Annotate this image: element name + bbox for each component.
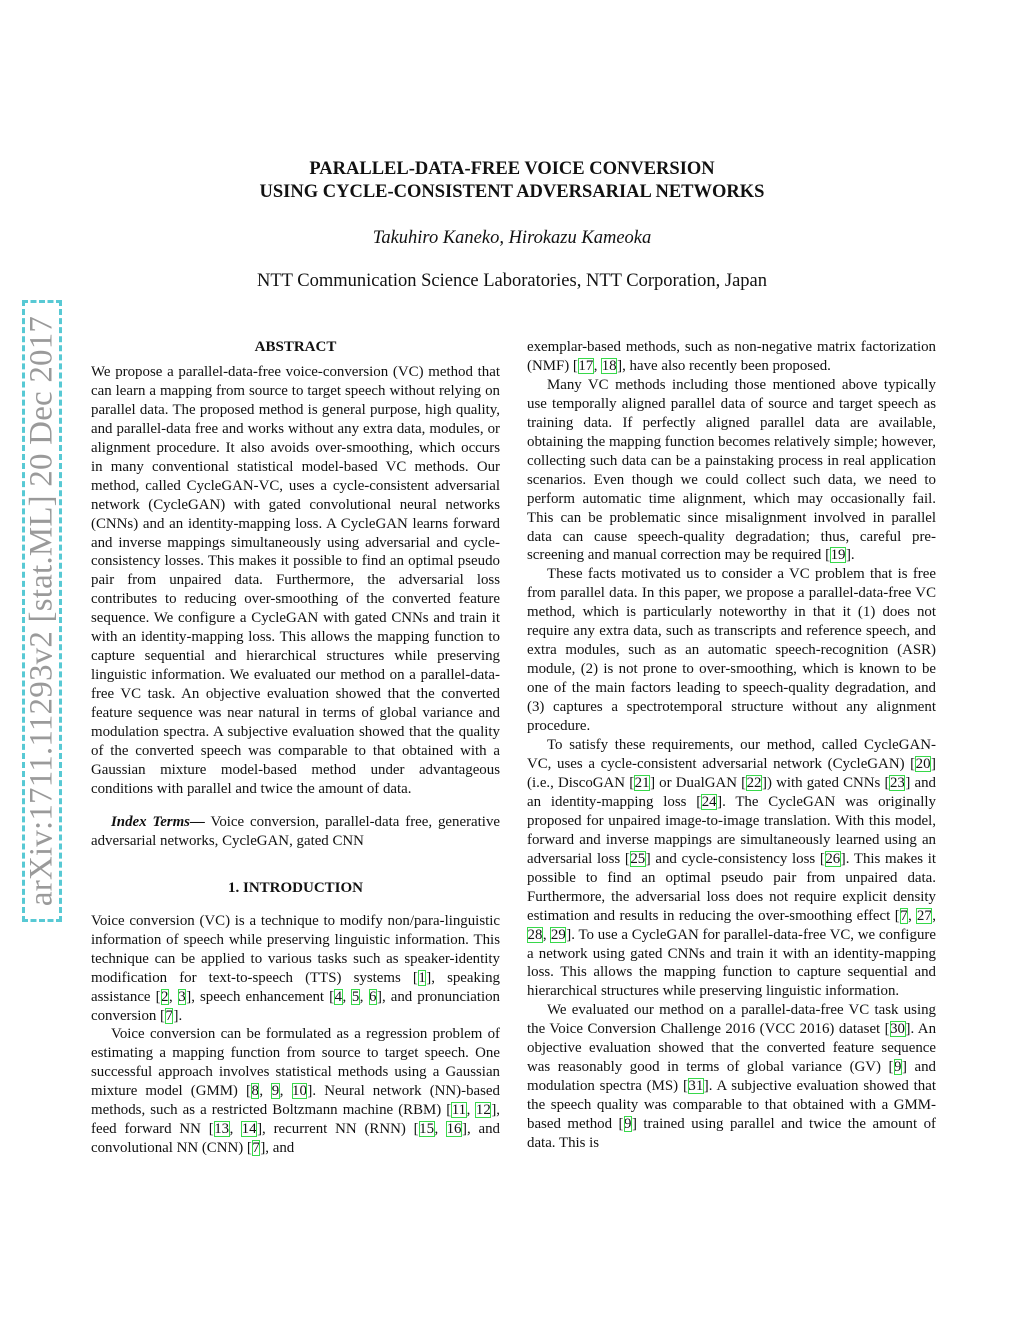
paragraph-text: , bbox=[908, 907, 917, 924]
citation-link[interactable]: 3 bbox=[178, 988, 186, 1005]
paragraph-text: These facts motivated us to consider a VC problem that is free from parallel data. In this paper, we propose a parallel-data-free VC method, which is particularly noteworthy in that it (1) does not require any extra data, such as transcripts and reference speech, and extra modules, such as an automatic speech-recognition (ASR) module, (2) is not prone to over-smoothing, which is known to be one of the main factors leading to speech-quality degradation, and (3) captures a spectrotemporal structure without any alignment procedure. bbox=[527, 566, 936, 735]
paper-title bbox=[0, 158, 1024, 204]
body-paragraph bbox=[91, 912, 500, 1026]
paragraph-text: , bbox=[342, 988, 352, 1005]
citation-link[interactable]: 7 bbox=[900, 907, 908, 924]
citation-link[interactable]: 16 bbox=[446, 1121, 462, 1138]
paragraph-text: , bbox=[279, 1083, 292, 1100]
citation-link[interactable]: 14 bbox=[241, 1121, 257, 1138]
paragraph-text: , bbox=[434, 1121, 447, 1138]
paragraph-text: ] and modulation spectra (MS) [ bbox=[527, 1059, 936, 1095]
right-body bbox=[527, 338, 936, 1153]
citation-link[interactable]: 31 bbox=[688, 1078, 704, 1095]
body-paragraph bbox=[527, 1001, 936, 1153]
paragraph-text: ], and bbox=[260, 1140, 295, 1157]
paragraph-text: To satisfy these requirements, our method, called CycleGAN-VC, uses a cycle-consistent adversarial network (CycleGAN) [ bbox=[527, 737, 936, 772]
citation-link[interactable]: 10 bbox=[292, 1083, 307, 1100]
paragraph-text: ], speaking assistance [ bbox=[91, 969, 500, 1005]
body-paragraph bbox=[91, 1025, 500, 1158]
paragraph-text: Many VC methods including those mentioned above typically use temporally aligned parallel data of source and target speech as training data. If perfectly aligned parallel data are available, obtaining the mapping function becomes relatively simple; however, collecting such data can be a painstaking process in real application scenarios. Even though we could collect such data, we need to perform automatic time alignment, which may occasionally fail. This can be problematic since misalignment involved in parallel data can cause speech-quality degradation; thus, careful pre-screening and manual correction may be required [ bbox=[527, 376, 936, 564]
body-paragraph bbox=[527, 338, 936, 376]
citation-link[interactable]: 26 bbox=[825, 850, 841, 867]
paragraph-text: ] trained using parallel and twice the amount of data. This is bbox=[527, 1116, 937, 1152]
paragraph-text: , bbox=[466, 1102, 476, 1119]
citation-link[interactable]: 17 bbox=[578, 357, 594, 374]
arxiv-stamp bbox=[22, 300, 62, 922]
paragraph-text: ]. An objective evaluation showed that the converted feature sequence was reasonably good in terms of global variance (GV) [ bbox=[527, 1021, 937, 1076]
paragraph-text: , bbox=[359, 988, 369, 1005]
paragraph-text: ], recurrent NN (RNN) [ bbox=[257, 1121, 419, 1138]
citation-link[interactable]: 9 bbox=[271, 1083, 280, 1100]
paragraph-text: , bbox=[259, 1083, 272, 1100]
citation-link[interactable]: 24 bbox=[701, 793, 717, 810]
paragraph-text: , bbox=[932, 907, 936, 924]
title-line-2: USING CYCLE-CONSISTENT ADVERSARIAL NETWORKS bbox=[259, 182, 765, 202]
index-terms bbox=[91, 813, 500, 851]
citation-link[interactable]: 19 bbox=[830, 547, 846, 564]
paragraph-text: ]. This makes it possible to find an optimal pseudo pair from unpaired data. Furthermore, the adversarial loss does not require explicit density estimation and results in reducing the over-smoothing effect [ bbox=[527, 850, 936, 924]
citation-link[interactable]: 25 bbox=[630, 850, 646, 867]
paragraph-text: ], have also recently been proposed. bbox=[617, 357, 831, 374]
body-paragraph bbox=[527, 376, 936, 566]
paragraph-text: ] and cycle-consistency loss [ bbox=[645, 850, 825, 867]
paragraph-text: ]. A subjective evaluation showed that the speech quality was comparable to that obtained with a GMM-based method [ bbox=[527, 1078, 936, 1133]
citation-link[interactable]: 28 bbox=[527, 926, 543, 943]
paragraph-text: ]. bbox=[845, 547, 855, 564]
citation-link[interactable]: 7 bbox=[165, 1007, 173, 1024]
citation-link[interactable]: 9 bbox=[894, 1059, 902, 1076]
paragraph-text: ]. bbox=[173, 1007, 183, 1024]
abstract-heading: ABSTRACT bbox=[254, 339, 337, 355]
paragraph-text: ] (i.e., DiscoGAN [ bbox=[527, 755, 936, 791]
citation-link[interactable]: 30 bbox=[890, 1021, 905, 1038]
citation-link[interactable]: 22 bbox=[746, 774, 762, 791]
title-line-1: PARALLEL-DATA-FREE VOICE CONVERSION bbox=[309, 159, 715, 179]
paragraph-text: ] or DualGAN [ bbox=[650, 774, 747, 791]
citation-link[interactable]: 12 bbox=[475, 1102, 491, 1119]
intro-heading: 1. INTRODUCTION bbox=[227, 879, 363, 896]
paragraph-text: ]. Neural network (NN)-based methods, such as a restricted Boltzmann machine (RBM) [ bbox=[91, 1083, 500, 1119]
paragraph-text: Voice conversion can be formulated as a regression problem of estimating a mapping function from source to target speech. One successful approach involves statistical methods using a Gaussian mixture model (GMM) [ bbox=[91, 1026, 500, 1100]
paragraph-text: ]) with gated CNNs [ bbox=[761, 774, 890, 791]
index-terms-text: Voice conversion, parallel-data free, generative adversarial networks, CycleGAN, gated CNN bbox=[91, 813, 500, 849]
abstract-text: We propose a parallel-data-free voice-conversion (VC) method that can learn a mapping from source to target speech without relying on parallel data. The proposed method is general purpose, high quality, and parallel-data free and works without any extra data, modules, or alignment procedure. It also avoids over-smoothing, which occurs in many conventional statistical model-based VC methods. Our method, called CycleGAN-VC, uses a cycle-consistent adversarial network (CycleGAN) with gated convolutional neural networks (CNNs) and an identity-mapping loss. A CycleGAN learns forward and inverse mappings simultaneously using adversarial and cycle-consistency losses. This makes it possible to find an optimal pseudo pair from unpaired data. Furthermore, the adversarial loss contributes to reducing over-smoothing of the converted feature sequence. We configure a CycleGAN with gated CNNs and train it with an identity-mapping loss. This allows the mapping function to capture sequential and hierarchical structures while preserving linguistic information. We evaluated our method on a parallel-data-free VC task. An objective evaluation showed that the converted feature sequence was near natural in terms of global variance and modulation spectra. A subjective evaluation showed that the quality of the converted speech was comparable to that obtained with a Gaussian mixture model-based method under advantageous conditions with parallel and twice the amount of data. bbox=[91, 363, 500, 797]
paragraph-text: ]. The CycleGAN was originally proposed for unpaired image-to-image translation. With this model, forward and inverse mappings are simultaneously learned using an adversarial loss [ bbox=[527, 793, 936, 867]
citation-link[interactable]: 8 bbox=[251, 1083, 259, 1100]
paragraph-text: ], and pronunciation conversion [ bbox=[91, 988, 500, 1024]
citation-link[interactable]: 13 bbox=[214, 1121, 230, 1138]
citation-link[interactable]: 9 bbox=[624, 1116, 632, 1133]
citation-link[interactable]: 27 bbox=[916, 907, 932, 924]
citation-link[interactable]: 5 bbox=[351, 988, 360, 1005]
citation-link[interactable]: 11 bbox=[451, 1102, 467, 1119]
paragraph-text: ], speech enhancement [ bbox=[186, 988, 335, 1005]
citation-link[interactable]: 4 bbox=[334, 988, 343, 1005]
citation-link[interactable]: 1 bbox=[418, 969, 426, 986]
body-paragraph bbox=[527, 565, 936, 736]
left-body bbox=[91, 912, 500, 1158]
citation-link[interactable]: 15 bbox=[419, 1121, 435, 1138]
paragraph-text: ]. To use a CycleGAN for parallel-data-free VC, we configure a network using gated CNNs and train it with an identity-mapping loss. This allows the mapping function to capture sequential and hierarchical structures while preserving linguistic information. bbox=[527, 926, 936, 1000]
index-terms-label: Index Terms— bbox=[111, 813, 205, 830]
paragraph-text: , bbox=[229, 1121, 242, 1138]
citation-link[interactable]: 7 bbox=[252, 1140, 260, 1157]
arxiv-stamp-text: arXiv:1711.11293v2 [stat.ML] 20 Dec 2017 bbox=[23, 315, 60, 907]
citation-link[interactable]: 6 bbox=[369, 988, 377, 1005]
paragraph-text: , bbox=[542, 926, 551, 943]
affiliation: NTT Communication Science Laboratories, NTT Corporation, Japan bbox=[257, 271, 767, 291]
citation-link[interactable]: 20 bbox=[915, 755, 931, 772]
paragraph-text: Voice conversion (VC) is a technique to modify non/para-linguistic information of speech while preserving linguistic information. This technique can be applied to various tasks such as speaker-identity modification for text-to-speech (TTS) systems [ bbox=[91, 912, 500, 986]
body-paragraph bbox=[527, 736, 936, 1001]
citation-link[interactable]: 29 bbox=[550, 926, 566, 943]
authors: Takuhiro Kaneko, Hirokazu Kameoka bbox=[372, 228, 652, 248]
paragraph-text: ], feed forward NN [ bbox=[91, 1102, 500, 1138]
left-column bbox=[91, 338, 500, 1158]
paragraph-text: , bbox=[169, 988, 178, 1005]
paragraph-text: , bbox=[593, 357, 602, 374]
paragraph-text: ], and convolutional NN (CNN) [ bbox=[91, 1121, 500, 1157]
paragraph-text: We evaluated our method on a parallel-data-free VC task using the Voice Conversion Challenge 2016 (VCC 2016) dataset [ bbox=[527, 1002, 936, 1038]
citation-link[interactable]: 23 bbox=[889, 774, 905, 791]
right-column bbox=[527, 338, 936, 1153]
citation-link[interactable]: 21 bbox=[634, 774, 650, 791]
paragraph-text: ] and an identity-mapping loss [ bbox=[527, 774, 936, 810]
paragraph-text: exemplar-based methods, such as non-negative matrix factorization (NMF) [ bbox=[527, 339, 936, 374]
citation-link[interactable]: 18 bbox=[601, 357, 617, 374]
citation-link[interactable]: 2 bbox=[161, 988, 169, 1005]
